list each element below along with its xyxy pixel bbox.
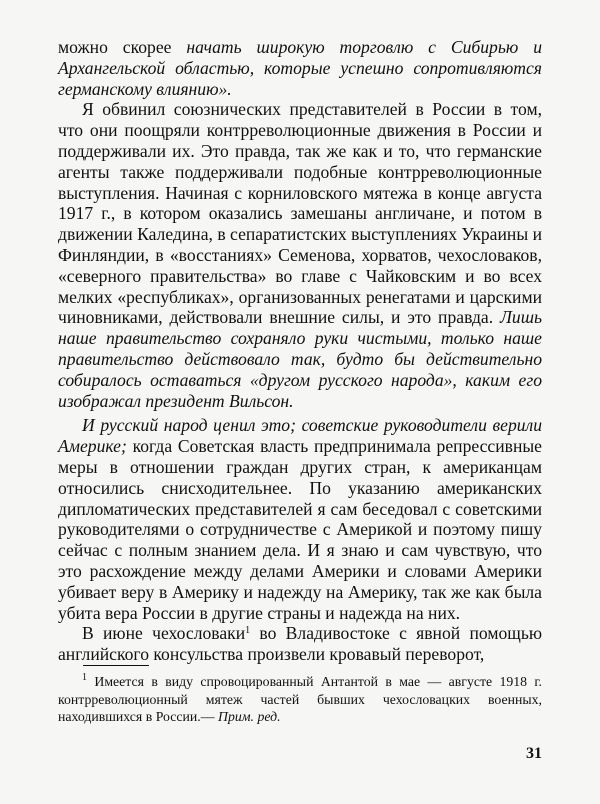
text-span: когда Советская власть предпринимала репрессивные меры в отношении граждан других стран, к американцам относились снисходительнее. По указанию американских дипломатических представителей я сам беседовал с советскими руководителями о сотрудничестве с Америкой и поэтому пишу сейчас с полным знанием дела. И я знаю и сам чувствую, что это расхождение между делами Америки и словами Америки убивает веру в Америку и надежду на Америку, так же как была убита вера России в другие страны и надежда на них.	[58, 436, 542, 623]
text-span: можно скорее	[58, 37, 187, 57]
text-span: во Владивостоке с явной помощью английского консульства произвели кровавый переворот,	[58, 623, 542, 665]
text-span: В июне чехословаки	[82, 623, 246, 644]
footnote-marker: 1	[82, 672, 87, 683]
paragraph-2	[58, 99, 542, 411]
page-number: 31	[526, 745, 542, 762]
text-span-italic: И русский народ ценил это; советские руководители верили Америке;	[58, 415, 542, 457]
paragraph-3	[58, 415, 542, 623]
text-span-italic: начать широкую торговлю с Сибирью и Архангельской областью, которые успешно сопротивляются германскому влиянию».	[58, 37, 542, 99]
footnote-text: Имеется в виду спровоцированный Антантой в мае — августе 1918 г. контрреволюционный мятеж частей бывших чехословацких военных, находившихся в России.—	[58, 674, 542, 724]
footnote-ref[interactable]: 1	[245, 625, 251, 637]
text-span-italic: Лишь наше правительство сохраняло руки чистыми, только наше правительство действовало так, будто бы действительно собиралось оставаться «другом русского народа», каким его изображал президент Вильсон.	[58, 307, 542, 411]
main-text	[58, 37, 542, 665]
paragraph-1	[58, 37, 542, 99]
text-span: Я обвинил союзнических представителей в России в том, что они поощряли контрреволюционные движения в России и поддерживали их. Это правда, так же как и то, что германские агенты также поддерживали подобные контрреволюционные выступления. Начиная с корниловского мятежа в конце августа 1917 г., в котором оказались замешаны англичане, и потом в движении Каледина, в сепаратистских выступлениях Украины и Финляндии, в «восстаниях» Семенова, хорватов, чехословаков, «северного правительства» во главе с Чайковским и во всех мелких «республиках», организованных ренегатами и царскими чиновниками, действовали внешние силы, и это правда.	[58, 99, 542, 328]
paragraph-4	[58, 623, 542, 665]
footnote-divider	[83, 665, 149, 666]
editor-note: Прим. ред.	[217, 709, 281, 724]
footnote	[58, 673, 542, 726]
